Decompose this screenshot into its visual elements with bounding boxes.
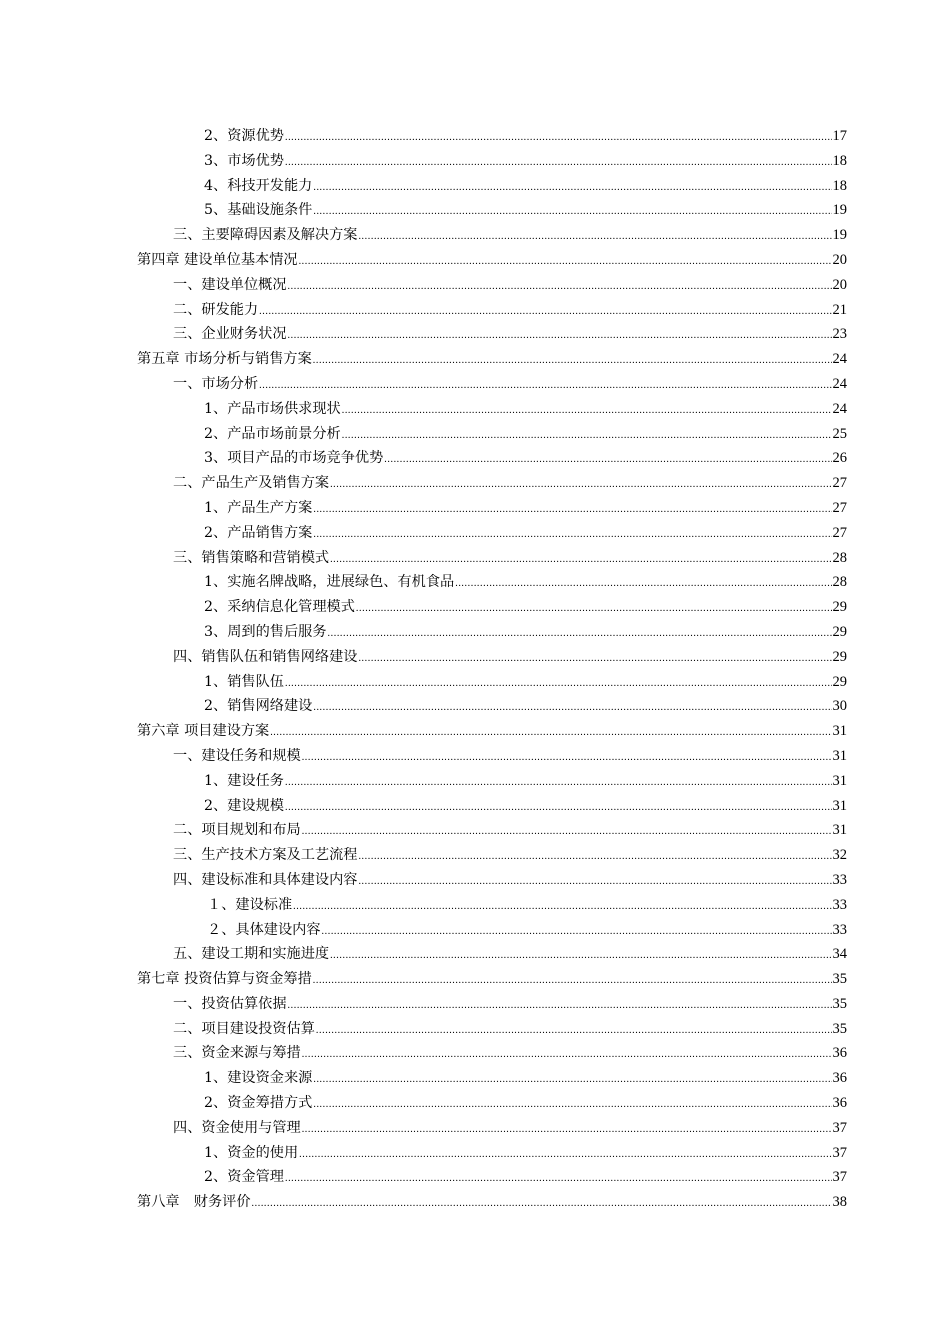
toc-entry-title: 第六章 项目建设方案 — [137, 723, 270, 740]
toc-entry-title: 一、投资估算依据 — [173, 995, 287, 1012]
toc-entry-page-number: 27 — [832, 475, 847, 492]
toc-entry-page-number: 33 — [832, 896, 847, 913]
toc-entry-page-number: 32 — [832, 847, 847, 864]
toc-dot-leader — [259, 374, 831, 399]
toc-entry[interactable] — [137, 1116, 847, 1141]
toc-entry-page-number: 29 — [832, 648, 847, 665]
toc-entry[interactable] — [137, 496, 847, 521]
table-of-contents — [137, 124, 847, 1215]
toc-entry[interactable] — [137, 620, 847, 645]
toc-entry[interactable] — [137, 818, 847, 843]
toc-entry-title: 三、资金来源与筹措 — [173, 1045, 301, 1062]
toc-entry-title: 四、资金使用与管理 — [173, 1119, 301, 1136]
toc-dot-leader — [358, 225, 831, 250]
toc-entry[interactable] — [137, 645, 847, 670]
toc-dot-leader — [288, 275, 832, 300]
toc-entry-page-number: 36 — [832, 1045, 847, 1062]
toc-entry[interactable] — [137, 595, 847, 620]
toc-dot-leader — [288, 324, 832, 349]
toc-entry-title: 第八章 财务评价 — [137, 1194, 251, 1211]
toc-entry-page-number: 28 — [832, 574, 847, 591]
toc-entry-page-number: 24 — [832, 351, 847, 368]
toc-entry-page-number: 36 — [832, 1070, 847, 1087]
toc-entry[interactable] — [137, 570, 847, 595]
toc-dot-leader — [328, 622, 832, 647]
toc-dot-leader — [342, 424, 832, 449]
toc-entry-page-number: 38 — [832, 1194, 847, 1211]
toc-entry-page-number: 25 — [832, 425, 847, 442]
toc-dot-leader — [293, 895, 831, 920]
toc-dot-leader — [313, 176, 831, 201]
toc-dot-leader — [302, 1043, 832, 1068]
toc-entry-page-number: 19 — [832, 227, 847, 244]
toc-dot-leader — [288, 994, 832, 1019]
toc-entry-title: 第四章 建设单位基本情况 — [137, 251, 298, 268]
toc-entry[interactable] — [137, 248, 847, 273]
toc-entry-title: 第七章 投资估算与资金筹措 — [137, 971, 312, 988]
toc-entry-title: 2、资金筹措方式 — [204, 1095, 313, 1112]
toc-dot-leader — [285, 151, 832, 176]
toc-entry-title: 3、市场优势 — [204, 152, 284, 169]
toc-dot-leader — [342, 399, 832, 424]
toc-entry-page-number: 20 — [832, 276, 847, 293]
toc-entry[interactable] — [137, 992, 847, 1017]
toc-dot-leader — [316, 1019, 832, 1044]
toc-entry[interactable] — [137, 1165, 847, 1190]
toc-entry-title: 1、实施名牌战略，进展绿色、有机食品 — [204, 574, 455, 591]
toc-dot-leader — [285, 771, 832, 796]
toc-entry-title: 三、生产技术方案及工艺流程 — [173, 847, 358, 864]
toc-entry-title: 二、产品生产及销售方案 — [173, 475, 330, 492]
toc-entry-page-number: 34 — [832, 946, 847, 963]
toc-entry-page-number: 33 — [832, 871, 847, 888]
toc-entry-page-number: 33 — [832, 921, 847, 938]
toc-entry-page-number: 31 — [832, 822, 847, 839]
toc-entry-title: １、建设标准 — [207, 896, 293, 913]
toc-entry-page-number: 21 — [832, 301, 847, 318]
toc-entry-title: 1、产品市场供求现状 — [204, 400, 341, 417]
toc-dot-leader — [285, 796, 832, 821]
toc-dot-leader — [358, 845, 831, 870]
toc-entry-page-number: 37 — [832, 1144, 847, 1161]
toc-entry-page-number: 17 — [832, 128, 847, 144]
toc-entry-page-number: 23 — [832, 326, 847, 343]
toc-entry-title: 4、科技开发能力 — [204, 177, 313, 194]
toc-dot-leader — [270, 721, 831, 746]
toc-dot-leader — [313, 200, 831, 225]
toc-entry-title: 四、建设标准和具体建设内容 — [173, 871, 358, 888]
toc-entry[interactable] — [137, 670, 847, 695]
toc-entry-page-number: 26 — [832, 450, 847, 467]
toc-entry[interactable] — [137, 174, 847, 199]
toc-entry-title: 一、市场分析 — [173, 375, 259, 392]
toc-dot-leader — [313, 969, 832, 994]
toc-entry[interactable] — [137, 843, 847, 868]
toc-dot-leader — [313, 349, 832, 374]
toc-entry-title: 1、资金的使用 — [204, 1144, 299, 1161]
toc-dot-leader — [330, 473, 831, 498]
toc-entry-title: 2、资源优势 — [204, 128, 284, 144]
toc-entry-page-number: 18 — [832, 152, 847, 169]
toc-entry[interactable] — [137, 744, 847, 769]
toc-dot-leader — [299, 1143, 831, 1168]
toc-entry-page-number: 31 — [832, 772, 847, 789]
toc-entry[interactable] — [137, 967, 847, 992]
toc-entry-title: 二、项目规划和布局 — [173, 822, 301, 839]
toc-entry[interactable] — [137, 942, 847, 967]
toc-entry-page-number: 37 — [832, 1119, 847, 1136]
toc-entry[interactable] — [137, 694, 847, 719]
toc-entry[interactable] — [137, 719, 847, 744]
toc-entry[interactable] — [137, 223, 847, 248]
toc-entry-page-number: 19 — [832, 202, 847, 219]
toc-entry-page-number: 24 — [832, 375, 847, 392]
toc-entry-title: 2、产品市场前景分析 — [204, 425, 341, 442]
toc-entry-page-number: 35 — [832, 995, 847, 1012]
toc-dot-leader — [285, 1167, 832, 1192]
toc-dot-leader — [302, 820, 832, 845]
toc-entry-title: 1、建设资金来源 — [204, 1070, 313, 1087]
toc-entry-page-number: 20 — [832, 251, 847, 268]
toc-entry-title: 1、产品生产方案 — [204, 499, 313, 516]
toc-dot-leader — [299, 250, 832, 275]
toc-entry-title: 三、主要障碍因素及解决方案 — [173, 227, 358, 244]
toc-entry[interactable] — [137, 397, 847, 422]
toc-entry-page-number: 28 — [832, 549, 847, 566]
toc-dot-leader — [285, 126, 832, 151]
toc-entry-title: 三、销售策略和营销模式 — [173, 549, 330, 566]
toc-dot-leader — [330, 548, 831, 573]
toc-entry-title: 2、产品销售方案 — [204, 524, 313, 541]
toc-entry[interactable] — [137, 273, 847, 298]
toc-entry-page-number: 31 — [832, 723, 847, 740]
toc-entry[interactable] — [137, 372, 847, 397]
toc-entry[interactable] — [137, 124, 847, 149]
toc-dot-leader — [356, 597, 832, 622]
toc-entry[interactable] — [137, 298, 847, 323]
toc-entry[interactable] — [137, 471, 847, 496]
toc-dot-leader — [252, 1192, 832, 1217]
toc-entry-title: 五、建设工期和实施进度 — [173, 946, 330, 963]
toc-entry-page-number: 36 — [832, 1095, 847, 1112]
toc-entry[interactable] — [137, 794, 847, 819]
toc-dot-leader — [285, 672, 832, 697]
toc-entry-title: 第五章 市场分析与销售方案 — [137, 351, 312, 368]
toc-dot-leader — [313, 696, 831, 721]
toc-dot-leader — [322, 920, 832, 945]
toc-entry-page-number: 29 — [832, 623, 847, 640]
toc-entry-page-number: 24 — [832, 400, 847, 417]
toc-entry-title: 5、基础设施条件 — [204, 202, 313, 219]
toc-entry-page-number: 35 — [832, 1020, 847, 1037]
toc-entry-page-number: 31 — [832, 797, 847, 814]
toc-entry[interactable] — [137, 546, 847, 571]
toc-dot-leader — [313, 1068, 831, 1093]
toc-entry[interactable] — [137, 1017, 847, 1042]
toc-entry-page-number: 30 — [832, 698, 847, 715]
toc-entry-title: 四、销售队伍和销售网络建设 — [173, 648, 358, 665]
toc-entry-page-number: 35 — [832, 971, 847, 988]
toc-dot-leader — [313, 1093, 831, 1118]
toc-entry[interactable] — [137, 1141, 847, 1166]
toc-entry[interactable] — [137, 521, 847, 546]
toc-entry[interactable] — [137, 198, 847, 223]
toc-entry[interactable] — [137, 868, 847, 893]
toc-entry-page-number: 31 — [832, 747, 847, 764]
toc-entry-title: 3、周到的售后服务 — [204, 623, 327, 640]
toc-dot-leader — [455, 572, 831, 597]
toc-dot-leader — [358, 870, 831, 895]
toc-entry-title: 2、资金管理 — [204, 1169, 284, 1186]
toc-entry-title: 三、企业财务状况 — [173, 326, 287, 343]
toc-entry-page-number: 27 — [832, 499, 847, 516]
toc-dot-leader — [358, 647, 831, 672]
toc-entry[interactable] — [137, 149, 847, 174]
toc-entry[interactable] — [137, 893, 847, 918]
toc-entry[interactable] — [137, 769, 847, 794]
toc-dot-leader — [259, 300, 831, 325]
toc-entry-title: 一、建设单位概况 — [173, 276, 287, 293]
toc-entry[interactable] — [137, 347, 847, 372]
toc-dot-leader — [384, 448, 831, 473]
toc-entry-page-number: 29 — [832, 673, 847, 690]
toc-entry-title: 1、销售队伍 — [204, 673, 284, 690]
toc-entry-title: 二、项目建设投资估算 — [173, 1020, 315, 1037]
toc-entry-page-number: 27 — [832, 524, 847, 541]
toc-entry[interactable] — [137, 446, 847, 471]
toc-entry-title: 1、建设任务 — [204, 772, 284, 789]
toc-entry-page-number: 18 — [832, 177, 847, 194]
toc-entry[interactable] — [137, 918, 847, 943]
toc-entry-title: 2、建设规模 — [204, 797, 284, 814]
toc-dot-leader — [302, 746, 832, 771]
toc-entry[interactable] — [137, 1041, 847, 1066]
toc-entry-title: 3、项目产品的市场竞争优势 — [204, 450, 384, 467]
toc-entry[interactable] — [137, 422, 847, 447]
toc-entry[interactable] — [137, 1066, 847, 1091]
toc-entry[interactable] — [137, 1190, 847, 1215]
toc-dot-leader — [302, 1118, 832, 1143]
toc-entry-page-number: 37 — [832, 1169, 847, 1186]
toc-entry-page-number: 29 — [832, 599, 847, 616]
toc-entry-title: 一、建设任务和规模 — [173, 747, 301, 764]
toc-entry[interactable] — [137, 322, 847, 347]
toc-dot-leader — [330, 944, 831, 969]
toc-entry[interactable] — [137, 1091, 847, 1116]
toc-entry-title: ２、具体建设内容 — [207, 921, 321, 938]
toc-dot-leader — [313, 523, 831, 548]
toc-entry-title: 二、研发能力 — [173, 301, 259, 318]
toc-entry-title: 2、销售网络建设 — [204, 698, 313, 715]
toc-entry-title: 2、采纳信息化管理模式 — [204, 599, 355, 616]
toc-dot-leader — [313, 498, 831, 523]
